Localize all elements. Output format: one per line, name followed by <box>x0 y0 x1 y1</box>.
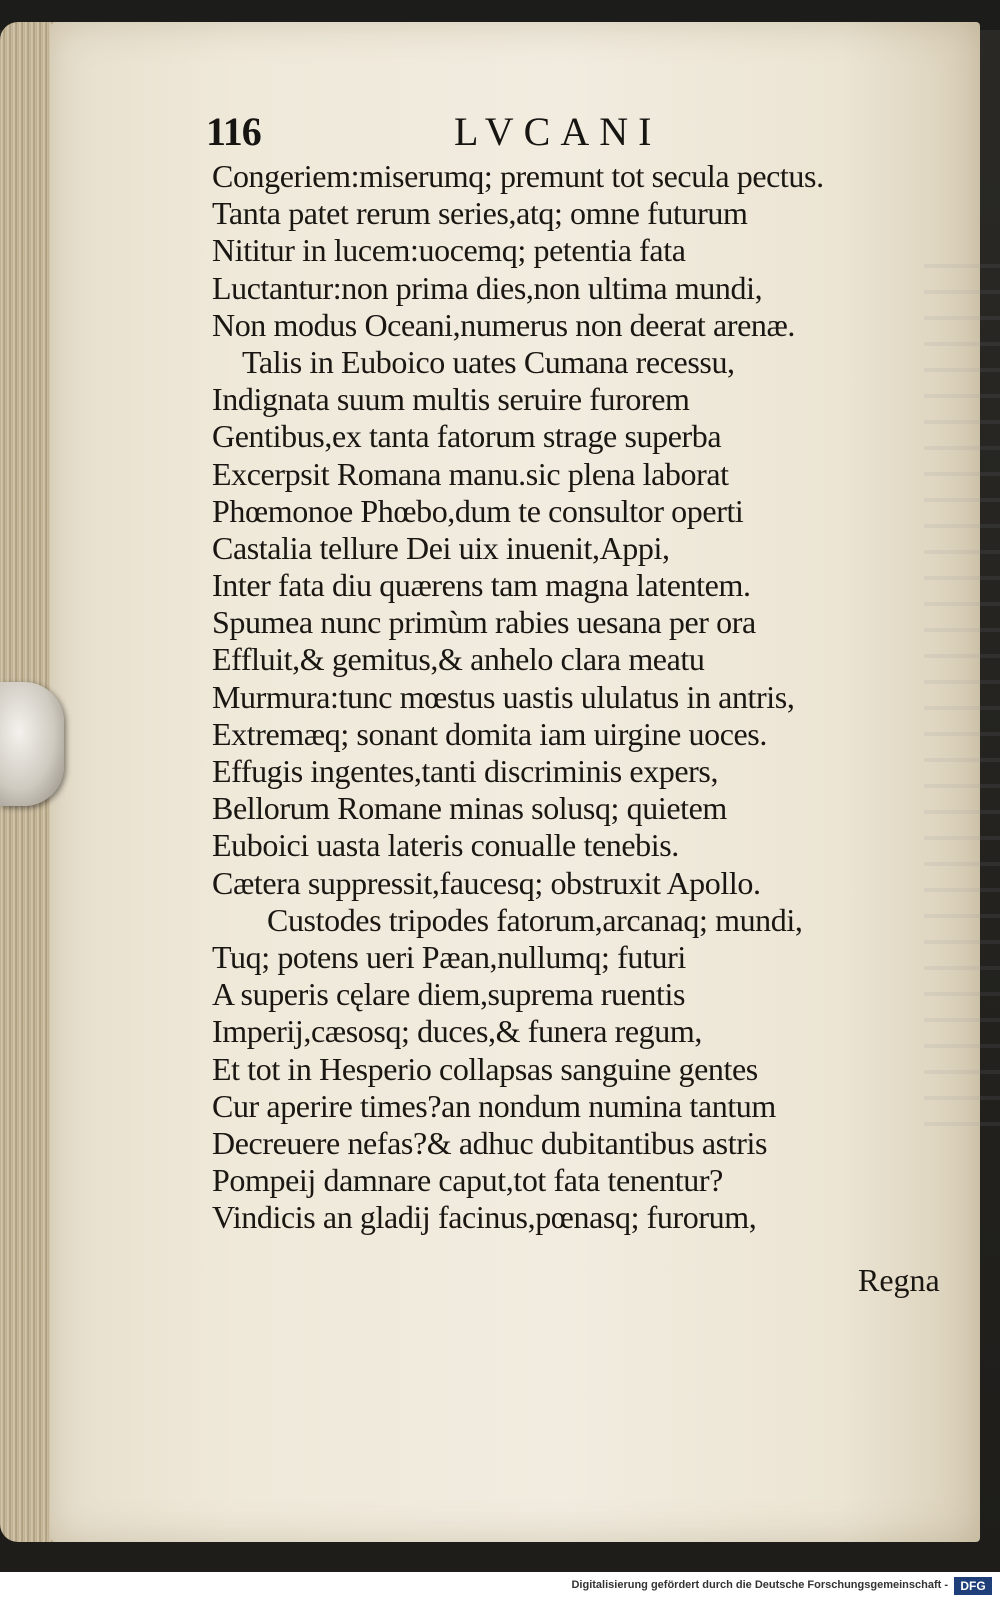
verse-line: Cur aperire times?an nondum numina tantum <box>212 1087 776 1124</box>
verse-line: Murmura:tunc mœstus uastis ululatus in antris, <box>212 678 795 715</box>
verse-line: Inter fata diu quærens tam magna latentem. <box>212 567 751 604</box>
verse-line: Decreuere nefas?& adhuc dubitantibus astris <box>212 1124 768 1161</box>
verse-line: Imperij,cæsosq; duces,& funera regum, <box>212 1013 702 1050</box>
verse-line: Extremæq; sonant domita iam uirgine uoces. <box>212 715 767 752</box>
verse-line: Gentibus,ex tanta fatorum strage superba <box>212 418 722 455</box>
verse-line: Luctantur:non prima dies,non ultima mundi, <box>212 269 763 306</box>
verse-line: Et tot in Hesperio collapsas sanguine gentes <box>212 1050 758 1087</box>
verse-block <box>212 158 952 1236</box>
verse-line: Talis in Euboico uates Cumana recessu, <box>242 343 735 380</box>
verse-line: Spumea nunc primùm rabies uesana per ora <box>212 604 756 641</box>
footer-bar <box>0 1572 1000 1602</box>
verse-line: Pompeij damnare caput,tot fata tenentur? <box>212 1162 723 1199</box>
running-title: LVCANI <box>454 109 662 154</box>
verse-line: Tanta patet rerum series,atq; omne futurum <box>212 195 748 232</box>
dfg-logo: DFG <box>954 1577 992 1595</box>
verse-line: Castalia tellure Dei uix inuenit,Appi, <box>212 529 670 566</box>
verse-line: Tuq; potens ueri Pæan,nullumq; futuri <box>212 938 686 975</box>
verse-line: Cætera suppressit,faucesq; obstruxit Apollo. <box>212 864 761 901</box>
verse-line: Phœmonoe Phœbo,dum te consultor operti <box>212 492 744 529</box>
verse-line: Excerpsit Romana manu.sic plena laborat <box>212 455 729 492</box>
verse-line: Indignata suum multis seruire furorem <box>212 381 690 418</box>
catchword: Regna <box>858 1262 940 1298</box>
verse-line: Euboici uasta lateris conualle tenebis. <box>212 827 679 864</box>
verse-line: Congeriem:miserumq; premunt tot secula pectus. <box>212 158 824 194</box>
verse-line: Bellorum Romane minas solusq; quietem <box>212 790 727 827</box>
verse-line: A superis cęlare diem,suprema ruentis <box>212 976 686 1013</box>
book-clasp <box>0 682 64 806</box>
verse-line: Effugis ingentes,tanti discriminis expers, <box>212 753 719 789</box>
page-number: 116 <box>206 109 261 154</box>
digitization-credit: Digitalisierung gefördert durch die Deutsche Forschungsgemeinschaft - <box>571 1579 948 1591</box>
verse-line: Nititur in lucem:uocemq; petentia fata <box>212 232 686 269</box>
verse-line: Non modus Oceani,numerus non deerat arenæ. <box>212 306 796 343</box>
verse-line: Custodes tripodes fatorum,arcanaq; mundi, <box>267 901 803 938</box>
verse-line: Effluit,& gemitus,& anhelo clara meatu <box>212 641 705 678</box>
verse-line: Vindicis an gladij facinus,pœnasq; furorum, <box>212 1199 757 1236</box>
